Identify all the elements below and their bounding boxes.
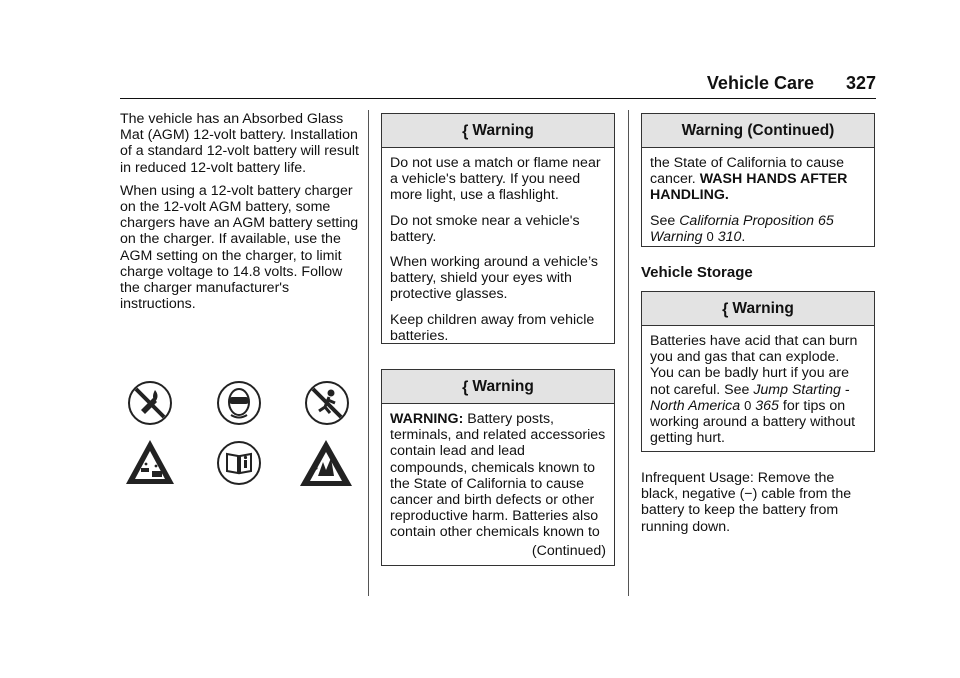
warning-text [650, 333, 866, 446]
reference-page[interactable]: 365 [755, 397, 779, 414]
warning-header [382, 370, 614, 404]
warning-body [382, 148, 614, 354]
warning-box-battery-safety [381, 113, 615, 344]
warning-body [642, 326, 874, 456]
warning-body [382, 404, 614, 565]
section-title: Vehicle Care [706, 73, 814, 93]
warning-header: Warning (Continued) [642, 114, 874, 148]
page-number: 327 [845, 73, 876, 93]
warning-body [642, 148, 874, 255]
warning-text-body: Battery posts, terminals, and related accessories contain lead and lead compounds, chemicals known to the State of California to cause cancer and birth defects or other reproductive harm. Batteries also contain other chemicals known to [390, 411, 606, 541]
reference-page[interactable]: 310 [717, 228, 742, 245]
read-manual-icon [216, 440, 262, 486]
reference-title[interactable]: Jump Starting - North America [650, 381, 850, 414]
warning-icon: { [462, 379, 469, 396]
continued-label: (Continued) [531, 542, 606, 559]
section-heading: Vehicle Storage [641, 264, 753, 281]
warning-header [382, 114, 614, 148]
children-text: Keep children away from vehicle batteries. [390, 311, 595, 344]
column-divider [628, 110, 629, 596]
page-ref-arrow-icon: 0 [706, 228, 714, 244]
no-smoking-no-flame-icon [127, 380, 173, 426]
wash-hands-text: WASH HANDS AFTER HANDLING. [650, 171, 848, 204]
page-header [120, 72, 876, 99]
page-ref-arrow-icon: 0 [744, 397, 752, 413]
warning-lead: WARNING: [390, 411, 464, 427]
eye-shield-text: When working around a vehicle’s battery, shield your eyes with protective glasses. [390, 254, 598, 303]
warning-box-continued [641, 113, 875, 247]
warning-box-lead-chemicals [381, 369, 615, 566]
reference-title[interactable]: California Proposition 65 Warning [650, 212, 834, 245]
warning-text-body: the State of California to cause cancer. [650, 155, 845, 188]
warning-text [390, 411, 606, 541]
column-divider [368, 110, 369, 596]
warning-box-battery-acid [641, 291, 875, 452]
warning-header [642, 292, 874, 326]
warning-text-start: Batteries have acid that can burn you and gas that can explode. You can be badly hurt if you are not careful. See [650, 333, 858, 398]
corrosive-acid-icon [124, 438, 176, 486]
warning-title: Warning [472, 378, 534, 395]
no-flame-text: Do not use a match or flame near a vehicle's battery. If you need more light, use a flashlight. [390, 155, 601, 204]
charger-paragraph: When using a 12-volt battery charger on the 12-volt AGM battery, some chargers have an AGM battery setting on the charger. If available, use the AGM setting on the charger, to limit charge voltage to 14.8 volts. Follow the charger manufacturer's instructions. [120, 182, 359, 313]
agm-battery-paragraph: The vehicle has an Absorbed Glass Mat (AGM) 12-volt battery. Installation of a standard 12-volt battery will result in reduced 12-volt battery life. [120, 111, 359, 176]
infrequent-usage-paragraph: Infrequent Usage: Remove the black, negative (−) cable from the battery to keep the battery from running down. [641, 470, 852, 535]
warning-text [650, 155, 866, 204]
eye-protection-icon [216, 380, 262, 426]
period: . [741, 228, 746, 245]
cross-reference [650, 213, 866, 245]
battery-safety-symbols [120, 378, 360, 493]
no-smoke-text: Do not smoke near a vehicle's battery. [390, 212, 580, 245]
warning-icon: { [462, 123, 469, 140]
warning-title: Warning [732, 300, 794, 317]
warning-title: Warning [472, 122, 534, 139]
warning-text-end: for tips on working around a battery without getting hurt. [650, 397, 856, 447]
see-text: See [650, 212, 680, 229]
left-column [120, 111, 360, 319]
explosive-gas-icon [298, 438, 354, 488]
warning-icon: { [722, 301, 729, 318]
keep-children-away-icon [304, 380, 350, 426]
